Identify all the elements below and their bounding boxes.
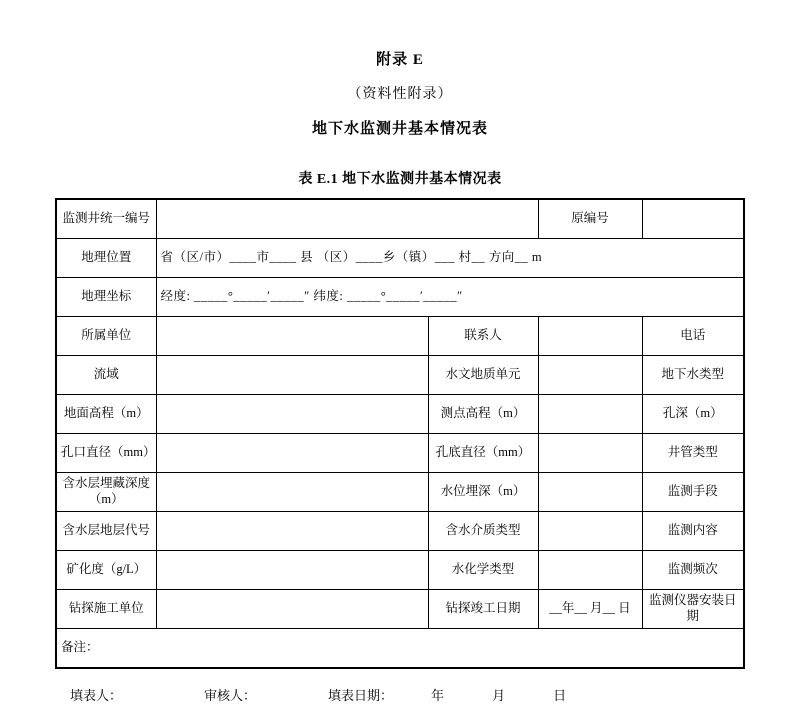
cell-value-hole-mouth-diameter[interactable] bbox=[156, 434, 428, 473]
cell-label-drilling-completion-date: 钻探竣工日期 bbox=[428, 590, 538, 629]
cell-label-hole-mouth-diameter: 孔口直径（mm） bbox=[56, 434, 156, 473]
cell-label-well-pipe-type: 井管类型 bbox=[642, 434, 744, 473]
cell-label-measuring-point-elevation: 测点高程（m） bbox=[428, 395, 538, 434]
document-title: 地下水监测井基本情况表 bbox=[311, 121, 488, 137]
cell-value-hydrochemical-type[interactable] bbox=[538, 551, 642, 590]
appendix-type: （资料性附录） bbox=[347, 87, 453, 102]
table-row bbox=[56, 395, 744, 434]
cell-label-aquifer-burial-depth: 含水层埋藏深度（m） bbox=[56, 473, 156, 512]
cell-label-instrument-install-date: 监测仪器安装日期 bbox=[642, 590, 744, 629]
cell-label-aquifer-medium-type: 含水介质类型 bbox=[428, 512, 538, 551]
cell-value-water-level-depth[interactable] bbox=[538, 473, 642, 512]
cell-label-monitoring-content: 监测内容 bbox=[642, 512, 744, 551]
cell-label-drilling-unit: 钻探施工单位 bbox=[56, 590, 156, 629]
cell-label-location: 地理位置 bbox=[56, 239, 156, 278]
table-row bbox=[56, 434, 744, 473]
cell-label-remark[interactable]: 备注： bbox=[56, 629, 744, 669]
cell-value-contact[interactable] bbox=[538, 317, 642, 356]
table-row bbox=[56, 317, 744, 356]
cell-value-ground-elevation[interactable] bbox=[156, 395, 428, 434]
table-row bbox=[56, 356, 744, 395]
cell-value-basin[interactable] bbox=[156, 356, 428, 395]
cell-value-aquifer-stratum-code[interactable] bbox=[156, 512, 428, 551]
table-row bbox=[56, 551, 744, 590]
cell-label-ground-elevation: 地面高程（m） bbox=[56, 395, 156, 434]
table-row bbox=[56, 473, 744, 512]
cell-label-hydrogeo-unit: 水文地质单元 bbox=[428, 356, 538, 395]
table-row bbox=[56, 278, 744, 317]
cell-value-aquifer-medium-type[interactable] bbox=[538, 512, 642, 551]
footer-day-label: 日 bbox=[553, 688, 567, 703]
cell-label-hole-depth: 孔深（m） bbox=[642, 395, 744, 434]
cell-label-phone: 电话 bbox=[642, 317, 744, 356]
cell-label-hydrochemical-type: 水化学类型 bbox=[428, 551, 538, 590]
footer-date-label: 填表日期： bbox=[328, 688, 394, 703]
table-row bbox=[56, 239, 744, 278]
form-footer bbox=[56, 685, 744, 704]
appendix-heading: 附录 E bbox=[376, 52, 424, 68]
cell-label-coordinates: 地理坐标 bbox=[56, 278, 156, 317]
table-row bbox=[56, 629, 744, 669]
cell-label-monitoring-method: 监测手段 bbox=[642, 473, 744, 512]
table-caption: 表 E.1 地下水监测井基本情况表 bbox=[298, 172, 502, 187]
cell-label-original-id: 原编号 bbox=[538, 199, 642, 239]
footer-month-label: 月 bbox=[492, 688, 506, 703]
cell-label-mineralization: 矿化度（g/L） bbox=[56, 551, 156, 590]
cell-value-hydrogeo-unit[interactable] bbox=[538, 356, 642, 395]
cell-label-affiliation: 所属单位 bbox=[56, 317, 156, 356]
cell-value-mineralization[interactable] bbox=[156, 551, 428, 590]
cell-label-water-level-depth: 水位埋深（m） bbox=[428, 473, 538, 512]
cell-value-drilling-completion-date[interactable]: __年__ 月__ 日 bbox=[538, 590, 642, 629]
cell-value-measuring-point-elevation[interactable] bbox=[538, 395, 642, 434]
cell-value-aquifer-burial-depth[interactable] bbox=[156, 473, 428, 512]
cell-label-groundwater-type: 地下水类型 bbox=[642, 356, 744, 395]
cell-value-drilling-unit[interactable] bbox=[156, 590, 428, 629]
footer-year-label: 年 bbox=[431, 688, 445, 703]
cell-label-hole-bottom-diameter: 孔底直径（mm） bbox=[428, 434, 538, 473]
cell-label-monitoring-frequency: 监测频次 bbox=[642, 551, 744, 590]
cell-value-original-id[interactable] bbox=[642, 199, 744, 239]
table-row bbox=[56, 590, 744, 629]
cell-value-hole-bottom-diameter[interactable] bbox=[538, 434, 642, 473]
footer-filler-label: 填表人： bbox=[70, 688, 123, 703]
cell-label-well-id: 监测井统一编号 bbox=[56, 199, 156, 239]
cell-value-affiliation[interactable] bbox=[156, 317, 428, 356]
table-row bbox=[56, 512, 744, 551]
cell-value-location[interactable]: 省（区/市）____市____ 县 （区）____乡（镇）___ 村__ 方向__ m bbox=[156, 239, 744, 278]
cell-label-basin: 流域 bbox=[56, 356, 156, 395]
cell-label-aquifer-stratum-code: 含水层地层代号 bbox=[56, 512, 156, 551]
cell-label-contact: 联系人 bbox=[428, 317, 538, 356]
cell-value-well-id[interactable] bbox=[156, 199, 538, 239]
cell-value-coordinates[interactable]: 经度: _____°_____′_____″ 纬度: _____°_____′_____″ bbox=[156, 278, 744, 317]
table-row bbox=[56, 199, 744, 239]
footer-reviewer-label: 审核人： bbox=[204, 688, 257, 703]
groundwater-well-form-table bbox=[55, 198, 745, 669]
